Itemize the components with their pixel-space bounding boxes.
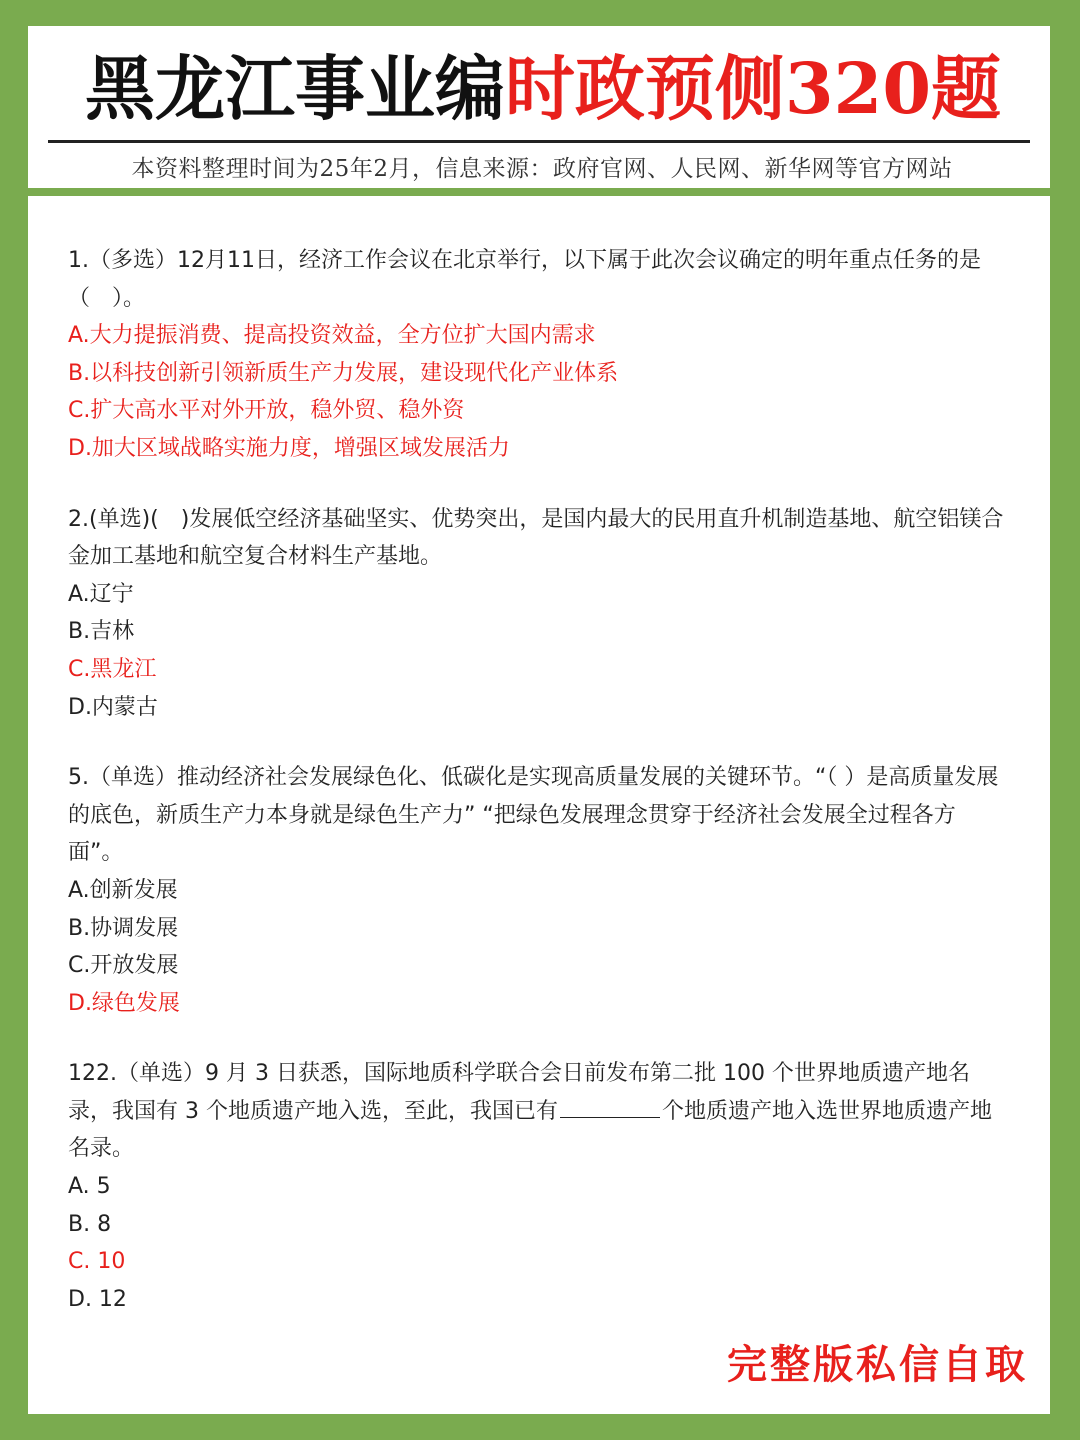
page-title xyxy=(48,44,1038,134)
question-stem xyxy=(68,1055,1008,1168)
question-stem: 2.(单选)( )发展低空经济基础坚实、优势突出，是国内最大的民用直升机制造基地、航空铝镁合金加工基地和航空复合材料生产基地。 xyxy=(68,506,1004,570)
question-1 xyxy=(68,242,1008,468)
option-d: D.内蒙古 xyxy=(68,694,158,720)
document-card xyxy=(28,26,1050,1414)
source-note: 本资料整理时间为25年2月，信息来源：政府官网、人民网、新华网等官方网站 xyxy=(131,156,953,182)
option-a: A.创新发展 xyxy=(68,877,178,903)
title-divider xyxy=(48,140,1030,143)
option-b: B. 8 xyxy=(68,1211,112,1237)
question-122 xyxy=(68,1055,1008,1318)
stem-before-blank: 122.（单选）9 月 3 日获悉，国际地质科学联合会日前发布第二批 100 个世界地质遗产地名录，我国有 3 个地质遗产地入选，至此，我国已有 xyxy=(68,1061,970,1124)
option-b: B.协调发展 xyxy=(68,915,179,941)
option-b: B.吉林 xyxy=(68,619,135,645)
option-a: A.大力提振消费、提高投资效益，全方位扩大国内需求 xyxy=(68,323,596,349)
title-red-part: 时政预侧320题 xyxy=(504,47,1002,130)
option-d: D. 12 xyxy=(68,1286,127,1312)
option-d: D.加大区域战略实施力度，增强区域发展活力 xyxy=(68,435,510,461)
question-list xyxy=(68,242,1008,1351)
question-stem: 5.（单选）推动经济社会发展绿色化、低碳化是实现高质量发展的关键环节。“（ ）是高质量发展的底色，新质生产力本身就是绿色生产力” “把绿色发展理念贯穿于经济社会发展全过程各方面”。 xyxy=(68,765,999,866)
option-c: C.扩大高水平对外开放，稳外贸、稳外资 xyxy=(68,398,465,424)
option-c: C.黑龙江 xyxy=(68,656,157,682)
option-b: B.以科技创新引领新质生产力发展，建设现代化产业体系 xyxy=(68,360,619,386)
question-2 xyxy=(68,501,1008,727)
question-stem: 1.（多选）12月11日，经济工作会议在北京举行，以下属于此次会议确定的明年重点任务的是（ ）。 xyxy=(68,248,981,311)
option-d: D.绿色发展 xyxy=(68,990,180,1016)
option-a: A.辽宁 xyxy=(68,581,134,607)
title-black-part: 黑龙江事业编 xyxy=(84,47,505,130)
question-5 xyxy=(68,759,1008,1022)
option-c: C. 10 xyxy=(68,1249,126,1275)
stem-after-blank: 个地质遗产地入选世界地质遗产地名录。 xyxy=(68,1098,993,1162)
green-divider xyxy=(28,188,1050,196)
option-c: C.开放发展 xyxy=(68,953,179,979)
option-a: A. 5 xyxy=(68,1174,111,1200)
answer-blank xyxy=(560,1095,660,1118)
dm-cta-text: 完整版私信自取 xyxy=(727,1341,1028,1388)
